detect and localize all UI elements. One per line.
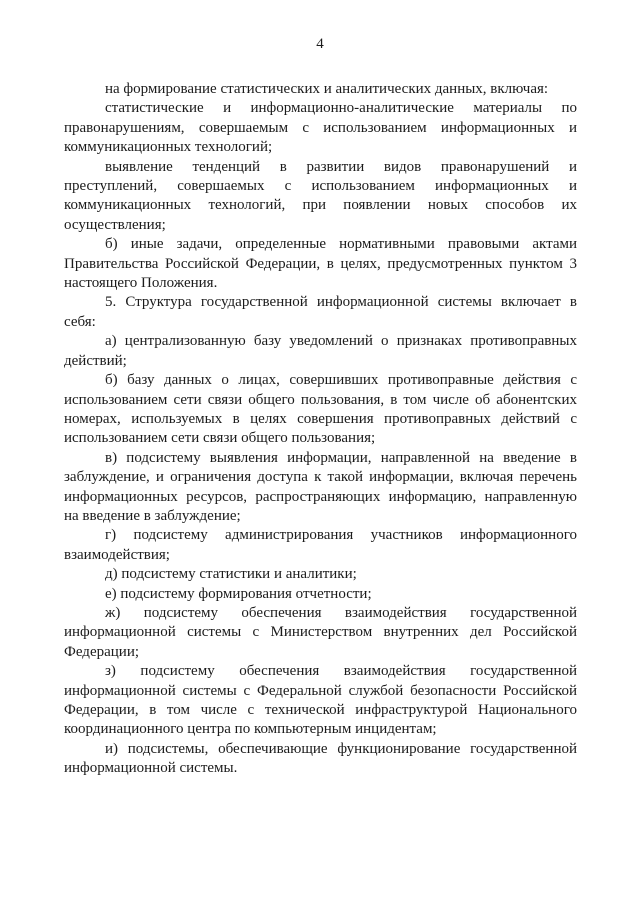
paragraph: д) подсистему статистики и аналитики; xyxy=(105,566,357,583)
paragraph: а) централизованную базу уведомлений о признаках противоправных действий; xyxy=(64,333,577,369)
paragraph: б) базу данных о лицах, совершивших противоправные действия с использованием сети связи общего пользования, в том числе об абонентских номерах, используемых в целях совершения противоправных действий с использованием сети связи общего пользования; xyxy=(64,372,577,447)
paragraph: выявление тенденций в развитии видов правонарушений и преступлений, совершаемых с использованием информационных и коммуникационных технологий, при появлении новых способов их осуществления; xyxy=(64,158,577,233)
paragraph: б) иные задачи, определенные нормативными правовыми актами Правительства Российской Федерации, в целях, предусмотренных пунктом 3 настоящего Положения. xyxy=(64,236,577,292)
page-number: 4 xyxy=(316,36,324,52)
paragraph: з) подсистему обеспечения взаимодействия государственной информационной системы с Федеральной службой безопасности Российской Федерации, в том числе с технической инфраструктурой Национального координационного центра по компьютерным инцидентам; xyxy=(64,663,577,738)
paragraph: в) подсистему выявления информации, направленной на введение в заблуждение, и ограничения доступа к такой информации, включая перечень информационных ресурсов, распространяющих информацию, направленную на введение в заблуждение; xyxy=(64,449,577,524)
document-body xyxy=(64,80,577,779)
paragraph: и) подсистемы, обеспечивающие функционирование государственной информационной системы. xyxy=(64,740,577,777)
paragraph: на формирование статистических и аналитических данных, включая: xyxy=(105,81,549,97)
paragraph: г) подсистему администрирования участников информационного взаимодействия; xyxy=(64,527,577,563)
paragraph: е) подсистему формирования отчетности; xyxy=(105,585,372,602)
paragraph: ж) подсистему обеспечения взаимодействия государственной информационной системы с Министерством внутренних дел Российской Федерации; xyxy=(64,604,577,660)
paragraph: 5. Структура государственной информационной системы включает в себя: xyxy=(64,294,577,330)
paragraph: статистические и информационно-аналитические материалы по правонарушениям, совершаемым с использованием информационных и коммуникационных технологий; xyxy=(64,100,577,156)
